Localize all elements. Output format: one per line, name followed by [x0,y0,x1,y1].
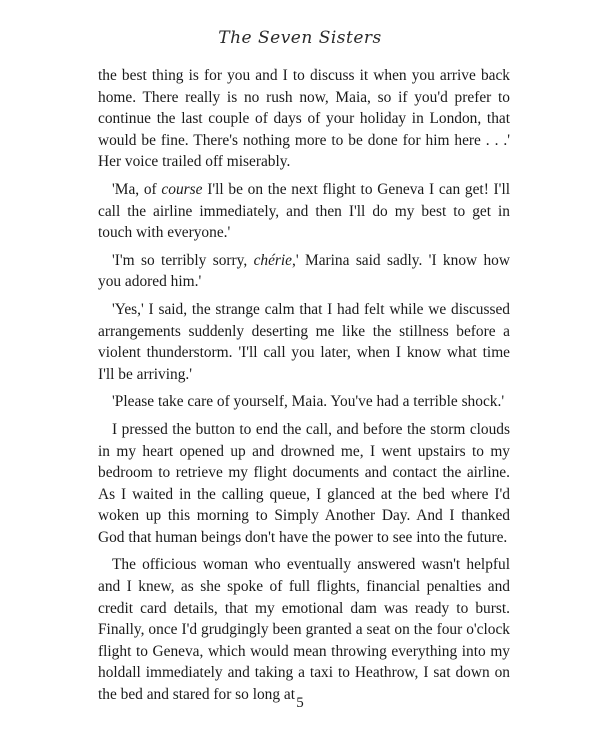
text-run: the best thing is for you and I to discuss it when you arrive back home. There really is no rush now, Maia, so if you'd prefer to continue the last couple of days of your holiday in London, that would be fine. There's nothing more to be done for him here . . .' Her voice trailed off miserably. [98,67,510,171]
text-run: I pressed the button to end the call, and before the storm clouds in my heart opened up and drowned me, I went upstairs to my bedroom to retrieve my flight documents and contact the airline. As I waited in the calling queue, I glanced at the bed where I'd woken up this morning to Simply Another Day. And I thanked God that human beings don't have the power to see into the future. [98,420,510,546]
paragraph [98,179,510,244]
running-header-title: The Seven Sisters [218,28,382,48]
text-run: The officious woman who eventually answered wasn't helpful and I knew, as she spoke of full flights, financial penalties and credit card details, that my emotional dam was ready to burst. Finally, once I'd grudgingly been granted a seat on the four o'clock flight to Geneva, which would mean throwing everything into my holdall immediately and taking a taxi to Heathrow, I sat down on the bed and stared for so long at [98,556,510,704]
text-run: I'll be on the next flight to Geneva I can get! I'll call the airline immediately, and then I'll do my best to get in touch with everyone.' [98,180,511,242]
body-text [98,65,510,712]
text-run: 'I'm so terribly sorry, [112,251,254,269]
paragraph [98,419,510,549]
italic-text: chérie [253,251,293,269]
paragraph [98,554,510,705]
text-run: 'Please take care of yourself, Maia. You've had a terrible shock.' [112,393,505,411]
text-run: ,' Marina said sadly. 'I know how you adored him.' [98,251,510,291]
paragraph [98,299,510,385]
paragraph [98,391,510,413]
text-run: 'Ma, of [112,180,162,198]
page-number: 5 [296,695,304,711]
paragraph [98,250,510,293]
italic-text: course [161,180,203,198]
text-run: 'Yes,' I said, the strange calm that I had felt while we discussed arrangements suddenly deserting me like the stillness before a violent thunderstorm. 'I'll call you later, when I know what time I'll be arriving.' [98,300,510,383]
paragraph [98,65,510,173]
